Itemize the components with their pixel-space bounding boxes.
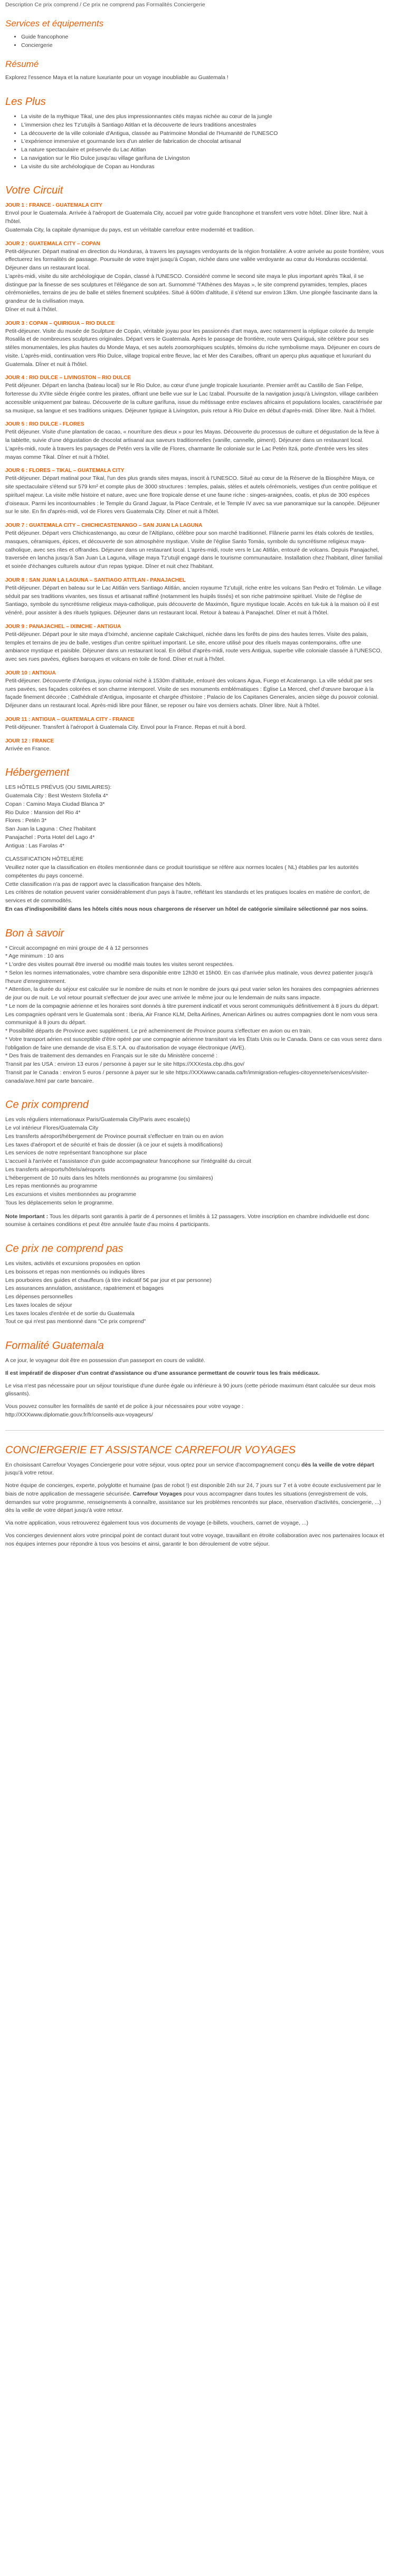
itinerary-day-text: L'après-midi, visite du site archéologique de Copán, classé à l'UNESCO. Considéré comme le second site maya le plus important après Tikal, il se distingue par la finesse de ses sculptures et l'élégance de son art. Surnommé "l'Athènes des Mayas », le site comprend pyramides, temples, places cérémonielles, terrains de jeu de balle et stèles finement sculptées. Situé à 600m d'altitude, il s'étend sur environ 13km. Une plongée fascinante dans la grandeur de la civilisation maya. bbox=[5, 273, 378, 304]
itinerary-day-text: Petit-déjeuner. Départ matinal en direction du Honduras, à travers les paysages verdoyants de la région frontalière. A votre arrivée au poste frontière, vous effectuerez les formalités de passage. Poursuite de votre trajet jusqu'à Copan, nichée dans une vallée verdoyante au cœur du Honduras occidental. bbox=[5, 248, 384, 263]
conciergerie-p4: Vos concierges deviennent alors votre principal point de contact durant tout votre voyage, travaillant en étroite collaboration avec nos partenaires locaux et nos équipes internes pour répondre à tous vos besoins et ainsi, garantir le bon déroulement de votre séjour. bbox=[5, 1532, 384, 1547]
conciergerie-title: CONCIERGERIE ET ASSISTANCE CARREFOUR VOYAGES bbox=[5, 1444, 296, 1456]
resume-text: Explorez l'essence Maya et la nature luxuriante pour un voyage inoubliable au Guatemala ! bbox=[5, 74, 228, 81]
info-line: * Age minimum : 10 ans bbox=[5, 953, 64, 960]
services-item: • Conciergerie bbox=[21, 42, 384, 50]
itinerary-day-title: JOUR 5 : RIO DULCE - FLORES bbox=[5, 421, 84, 428]
formalite-line: A ce jour, le voyageur doit être en possession d'un passeport en cours de validité. bbox=[5, 1357, 206, 1364]
conciergerie-p2-start: Notre équipe de concierges, experte, polyglotte et humaine (pas de robot !) est disponible 24h sur 24, 7 jours sur 7 et à votre écoute exclusivement par le biais de notre application de messagerie sécurisée. bbox=[5, 1482, 382, 1497]
itinerary-day-text: Petit-déjeuner. Découverte d'Antigua, joyau colonial niché à 1530m d'altitude, entouré des volcans Agua, Fuego et Acatenango. La ville séduit par ses rues pavées, ses façades colorées et son charme intemporel. Visite de ses monuments emblématiques : Église La Merced, chef d'œuvre baroque à la façade finement décorée ; Cathédrale d'Antigua, imposante et chargée d'histoire ; Palacio de los Capitanes Generales, ancien siège du pouvoir colonial. Déjeuner dans un restaurant local. Après-midi libre pour flâner, se reposer ou faire vos derniers achats. Dîner libre. Nuit à l'hôtel. bbox=[5, 677, 379, 709]
itinerary-day-text: Petit déjeuner. Départ en lancha (bateau local) sur le Rio Dulce, au cœur d'une jungle tropicale luxuriante. Premier arrêt au Castillo de San Felipe, forteresse du XVIIe siècle érigée contre les pirates, offrant une belle vue sur le Lac Izabal. Poursuite de la navigation jusqu'à Livingston, village caribéen accessible uniquement par bateau. Découverte de la culture garífuna, issue du métissage entre esclaves africains et populations locales, caractérisée par sa musique, sa langue et ses traditions uniques. Déjeuner typique à Livingston, puis retour à Rio Dulce en début d'après-midi. Dîner libre. Nuit à l'hôtel. bbox=[5, 382, 383, 414]
inclus-note bbox=[5, 1213, 384, 1230]
itinerary-day-title: JOUR 6 : FLORES – TIKAL – GUATEMALA CITY bbox=[5, 468, 125, 474]
inclus-note-label: Note Important : bbox=[5, 1213, 49, 1220]
plus-item: • La navigation sur le Rio Dulce jusqu'au village garifuna de Livingston bbox=[21, 155, 384, 163]
conciergerie-p2 bbox=[5, 1482, 384, 1515]
itinerary-day bbox=[5, 374, 384, 415]
inclus-line: L'hébergement de 10 nuits dans les hôtels mentionnés au programme (ou similaires) bbox=[5, 1174, 213, 1181]
plus-item: • L'immersion chez les Tz'utujils à Santiago Atitlan et la découverte de leurs traditions ancestrales bbox=[21, 121, 384, 130]
hotel-line: Guatemala City : Best Western Stofella 4* bbox=[5, 793, 108, 799]
formalite-line: Il est impératif de disposer d'un contrat d'assistance ou d'une assurance permettant de couvrir tous les frais médicaux. bbox=[5, 1369, 320, 1376]
formalite-line: Vous pouvez consulter les formalités de santé et de police à jour nécessaires pour votre voyage : bbox=[5, 1403, 244, 1410]
itinerary-day bbox=[5, 522, 384, 571]
hebergement-title: Hébergement bbox=[5, 767, 70, 779]
itinerary-day-title: JOUR 7 : GUATEMALA CITY – CHICHICASTENANGO – SAN JUAN LA LAGUNA bbox=[5, 523, 203, 528]
hotel-line: Rio Dulce : Mansion del Rio 4* bbox=[5, 809, 81, 816]
circuit-days bbox=[5, 201, 384, 753]
classification-line: Cette classification n'a pas de rapport avec la classification française des hôtels. bbox=[5, 881, 202, 887]
hotel-line: Panajachel : Porta Hotel del Lago 4* bbox=[5, 834, 95, 841]
inclus-line: Les taxes d'aéroport et de sécurité et frais de dossier (à ce jour et sujets à modifications) bbox=[5, 1141, 223, 1148]
classification-line: Les critères de notation peuvent varier considérablement d'un pays à l'autre, reflétant les standards et les pratiques locales en matière de confort, de services et de commodités. bbox=[5, 889, 370, 904]
itinerary-day bbox=[5, 737, 384, 754]
non-inclus-title: Ce prix ne comprend pas bbox=[5, 1243, 123, 1255]
divider bbox=[5, 1430, 384, 1431]
itinerary-day bbox=[5, 201, 384, 234]
info-line: Transit par le Canada : environ 5 euros / personne à payer sur le site https://XXXwww.canada.ca/fr/immigration-refugies-citoyennete/services/visiter-canada/ave.html par carte bancaire. bbox=[5, 1069, 369, 1084]
conciergerie-p3: Via notre application, vous retrouverez également tous vos documents de voyage (e-billets, vouchers, carnet de voyage, ...) bbox=[5, 1520, 309, 1526]
inclus-line: Tous les déplacements selon le programme. bbox=[5, 1199, 114, 1206]
inclus-line: Les transferts aéroports/hôtels/aéroports bbox=[5, 1166, 106, 1173]
conciergerie-p1 bbox=[5, 1461, 384, 1478]
itinerary-day-text: Déjeuner dans un restaurant local. bbox=[5, 265, 90, 271]
non-inclus-line: Les boissons et repas non mentionnés ou indiqués libres bbox=[5, 1268, 145, 1275]
itinerary-day bbox=[5, 320, 384, 369]
itinerary-day-text: Petit-déjeuner. Visite du musée de Sculpture de Copán, véritable joyau pour les passionnés d'art maya, avec notamment la réplique colorée du temple Rosalila et de nombreuses sculptures originales. Départ vers le Guatemala. Après le passage de frontière, route vers Quiriguá, site célèbre pour ses stèles monumentales, les plus hautes du Monde Maya, et ses autels zoomorphiques sculptés, témoins du riche symbolisme maya. Déjeuner en cours de visite. L'après-midi, continuation vers Rio Dulce, village tropical entre fleuve, lac et Mer des Caraïbes, offrant un aperçu plus aquatique et luxuriant du Guatemala. Dîner et nuit à l'hôtel. bbox=[5, 327, 380, 368]
circuit-title: Votre Circuit bbox=[5, 185, 63, 197]
bon-a-savoir-section bbox=[5, 944, 384, 1086]
plus-item: • La nature spectaculaire et préservée du Lac Atitlan bbox=[21, 146, 384, 155]
itinerary-day-text: Petit déjeuner. Départ vers Chichicastenango, au cœur de l'Altiplano, célèbre pour son marché traditionnel. Flânerie parmi les étals colorés de textiles, masques, céramiques, épices, et découverte de son atmosphère mystique. Visite de l'église Santo Tomás, symbole du syncrétisme religieux maya-catholique, avec ses rites et offrandes. Déjeuner dans un restaurant local. L'après-midi, route vers le Lac Atitlán, entouré de volcans. Depuis Panajachel, traversée en lancha jusqu'à San Juan La Laguna, village maya Tz'utujil engagé dans le tourisme communautaire. Installation chez l'habitant, dîner familial et soirée d'échanges culturels autour d'un repas typique. Dîner et nuit chez l'habitant. bbox=[5, 530, 383, 570]
non-inclus-line: Les pourboires des guides et chauffeurs (à titre indicatif 5€ par jour et par personne) bbox=[5, 1277, 212, 1284]
conciergerie-p1-end: jusqu'à votre retour. bbox=[5, 1470, 54, 1477]
hotel-line: San Juan la Laguna : Chez l'habitant bbox=[5, 826, 96, 832]
itinerary-day-title: JOUR 9 : PANAJACHEL – IXIMCHE - ANTIGUA bbox=[5, 623, 121, 630]
formalite-line: Le visa n'est pas nécessaire pour un séjour touristique d'une durée égale ou inférieure à 90 jours (cette période maximum étant calculée sur deux mois glissants). bbox=[5, 1382, 376, 1397]
page-description: Description Ce prix comprend / Ce prix ne comprend pas Formalités Conciergerie bbox=[5, 2, 205, 8]
conciergerie-p2-end: pour vous accompagner dans toutes les situations (enregistrement de vols, demandes sur votre programme, renseignements à connaître, assistance sur les problèmes rencontrés sur place, réservation d'activités, conciergerie, ...) dès la veille de votre départ jusqu'à votre retour. bbox=[5, 1490, 382, 1514]
conciergerie-p1-start: En choisissant Carrefour Voyages Conciergerie pour votre séjour, vous optez pour un service d'accompagnement conçu bbox=[5, 1461, 302, 1468]
itinerary-day bbox=[5, 467, 384, 516]
itinerary-day bbox=[5, 623, 384, 664]
services-item: • Guide francophone bbox=[21, 33, 384, 42]
itinerary-day bbox=[5, 716, 384, 732]
inclus-line: Les repas mentionnés au programme bbox=[5, 1183, 98, 1190]
itinerary-day-title: JOUR 2 : GUATEMALA CITY – COPAN bbox=[5, 240, 100, 247]
non-inclus-line: Les taxes locales d'entrée et de sortie du Guatemala bbox=[5, 1310, 135, 1317]
itinerary-day bbox=[5, 420, 384, 461]
itinerary-day-text: Petit-déjeuner. Transfert à l'aéroport à Guatemala City. Envol pour la France. Repas et nuit à bord. bbox=[5, 723, 246, 730]
itinerary-day-title: JOUR 4 : RIO DULCE – LIVINGSTON – RIO DULCE bbox=[5, 375, 131, 381]
hotels-section bbox=[5, 784, 384, 913]
hotel-line: Copan : Camino Maya Ciudad Blanca 3* bbox=[5, 800, 105, 807]
itinerary-day-text: Dîner et nuit à l'hôtel. bbox=[5, 306, 58, 313]
itinerary-day-title: JOUR 10 : ANTIGUA bbox=[5, 670, 56, 676]
inclus-section bbox=[5, 1116, 384, 1229]
inclus-line: Le vol intérieur Flores/Guatemala City bbox=[5, 1125, 99, 1131]
itinerary-day-text: Envol pour le Guatemala. Arrivée à l'aéroport de Guatemala City, accueil par votre guide francophone et transfert vers votre hôtel. Dîner libre. Nuit à l'hôtel. bbox=[5, 210, 368, 225]
hotels-note: En cas d'indisponibilité dans les hôtels cités nous nous chargerons de réserver un hôtel de catégorie similaire sélectionné par nos soins. bbox=[5, 905, 368, 912]
itinerary-day-title: JOUR 3 : COPAN – QUIRIGUA – RIO DULCE bbox=[5, 320, 115, 326]
itinerary-day-text: Arrivée en France. bbox=[5, 745, 51, 752]
info-line: * Attention, la durée du séjour est calculée sur le nombre de nuits et non le nombre de jours qui peut varier selon les horaires des compagnies aériennes de jour ou de nuit. Le vol retour pourrait s'effectuer de jour avec une arrivée le même jour ou le lendemain de nuits sans impacte. bbox=[5, 986, 379, 1001]
formalite-link[interactable]: http://XXXwww.diplomatie.gouv.fr/fr/conseils-aux-voyageurs/ bbox=[5, 1411, 153, 1418]
info-line: * Votre transport aérien est susceptible d'être opéré par une compagnie aérienne transitant via les États Unis ou le Canada. Dans ce cas vous serez dans l'obligation de faire une demande de visa E.S.T.A. ou d'autorisation de voyage électronique (AVE). bbox=[5, 1036, 382, 1051]
hotel-line: Antigua : Las Farolas 4* bbox=[5, 842, 65, 849]
itinerary-day-text: Petit-déjeuner. Départ pour le site maya d'Iximché, ancienne capitale Cakchiquel, nichée dans les forêts de pins des hautes terres. Visite des palais, temples et terrains de jeu de balle, vestiges d'un centre spirituel important. Le site, encore utilisé pour des rituels mayas contemporains, offre une ambiance mystique et paisible. Déjeuner dans un restaurant local. En début d'après-midi, route vers Antigua, superbe ville coloniale classée à l'UNESCO, avec ses rues pavées, églises baroques et volcans en toile de fond. Dîner et nuit à l'hôtel. bbox=[5, 631, 382, 662]
info-line: * Le nom de la compagnie aérienne et les horaires sont donnés à titre purement indicatif et vous seront communiqués définitivement à 8 jours du départ. Les compagnies opérant vers le Guatemala sont : Iberia, Air France KLM, Delta Airlines, American Airlines ou autres compagnies dont le nom vous sera communiqué à 8 jours du départ. bbox=[5, 1002, 379, 1026]
non-inclus-line: Les dépenses personnelles bbox=[5, 1294, 73, 1300]
itinerary-day bbox=[5, 576, 384, 618]
formalite-section bbox=[5, 1357, 384, 1420]
itinerary-day-text: Petit-déjeuner. Départ matinal pour Tikal, l'un des plus grands sites mayas, inscrit à l'UNESCO. Situé au cœur de la Réserve de la Biosphère Maya, ce site spectaculaire s'étend sur 579 km² et compte plus de 3000 structures : temples, palais, stèles et autels cérémoniels, vestiges d'un centre politique et spirituel majeur. La visite mêle histoire et nature, avec une flore tropicale dense et une faune riche : singes-araignées, coatis, et plus de 300 espèces d'oiseaux. Parmi les incontournables : le Temple du Grand Jaguar, la Place Centrale, et le Temple IV avec sa vue panoramique sur la canopée. Déjeuner sur le site. En fin d'après-midi, vol de Flores vers Guatemala City. Dîner et nuit à l'hôtel. bbox=[5, 475, 380, 515]
formalite-title: Formalité Guatemala bbox=[5, 1340, 104, 1352]
plus-title: Les Plus bbox=[5, 96, 46, 108]
non-inclus-line: Les taxes locales de séjour bbox=[5, 1301, 72, 1308]
conciergerie-p2-bold: Carrefour Voyages bbox=[132, 1490, 182, 1497]
conciergerie-section bbox=[5, 1461, 384, 1549]
info-line: * L'ordre des visites pourrait être inversé ou modifié mais toutes les visites seront respectées. bbox=[5, 961, 234, 968]
non-inclus-line: Les visites, activités et excursions proposées en option bbox=[5, 1260, 140, 1267]
plus-item: • L'expérience immersive et gourmande lors d'un atelier de fabrication de chocolat artisanal bbox=[21, 138, 384, 146]
non-inclus-line: Tout ce qui n'est pas mentionné dans "Ce prix comprend" bbox=[5, 1318, 146, 1325]
plus-item: • La découverte de la ville coloniale d'Antigua, classée au Patrimoine Mondial de l'Humanité de l'UNESCO bbox=[21, 130, 384, 138]
classification-title: CLASSIFICATION HÔTELIÈRE bbox=[5, 856, 83, 863]
info-line: * Possibilité départs de Province avec supplément. Le pré acheminement de Province pourra s'effectuer en avion ou en train. bbox=[5, 1028, 312, 1034]
plus-item: • La visite de la mythique Tikal, une des plus impressionnantes cités mayas nichée au cœur de la jungle bbox=[21, 113, 384, 121]
itinerary-day bbox=[5, 669, 384, 710]
info-line: * Des frais de traitement des demandes en Français sur le site du Ministère concerné : bbox=[5, 1053, 218, 1059]
hotel-line: Flores : Petén 3* bbox=[5, 817, 47, 824]
classification-line: Veuillez noter que la classification en étoiles mentionnée dans ce produit touristique se réfère aux normes locales ( NL) établies par les autorités compétentes du pays concerné. bbox=[5, 864, 359, 879]
itinerary-day-title: JOUR 12 : FRANCE bbox=[5, 738, 54, 744]
inclus-line: Les services de notre représentant francophone sur place bbox=[5, 1150, 147, 1156]
inclus-note-text: Tous les départs sont garantis à partir de 4 personnes et limités à 12 passagers. Votre inscription en chambre individuelle est donc soumise à certaines conditions et peut être annulée faute d'au moins 4 participants. bbox=[5, 1213, 369, 1228]
itinerary-day-title: JOUR 8 : SAN JUAN LA LAGUNA – SANTIAGO ATITLAN - PANAJACHEL bbox=[5, 577, 186, 583]
conciergerie-p1-bold: dès la veille de votre départ bbox=[301, 1461, 374, 1468]
itinerary-day-text: Guatemala City, la capitale dynamique du pays, est un véritable carrefour entre modernité et tradition. bbox=[5, 226, 254, 233]
resume-title: Résumé bbox=[5, 59, 39, 69]
itinerary-day-title: JOUR 11 : ANTIGUA – GUATEMALA CITY - FRANCE bbox=[5, 716, 135, 722]
inclus-line: Les vols réguliers internationaux Paris/Guatemala City/Paris avec escale(s) bbox=[5, 1116, 191, 1123]
plus-list bbox=[5, 113, 384, 171]
inclus-line: Les transferts aéroport/hébergement de Province pourrait s'effectuer en train ou en avion bbox=[5, 1133, 224, 1140]
non-inclus-section bbox=[5, 1260, 384, 1326]
hotels-title: LES HÔTELS PRÉVUS (OU SIMILAIRES): bbox=[5, 784, 112, 791]
itinerary-day-title: JOUR 1 : FRANCE - GUATEMALA CITY bbox=[5, 202, 102, 209]
info-line: * Selon les normes internationales, votre chambre sera disponible entre 12h30 et 15h00. En cas d'arrivée plus matinale, vous devrez patienter jusqu'à l'heure d'enregistrement. bbox=[5, 969, 373, 985]
non-inclus-line: Les assurances annulation, assistance, rapatriement et bagages bbox=[5, 1285, 164, 1292]
itinerary-day bbox=[5, 240, 384, 314]
inclus-line: Les excursions et visites mentionnées au programme bbox=[5, 1191, 137, 1198]
plus-item: • La visite du site archéologique de Copan au Honduras bbox=[21, 163, 384, 171]
info-line: Transit par les USA : environ 13 euros / personne à payer sur le site https://XXXesta.cbp.dhs.gov/ bbox=[5, 1061, 245, 1067]
info-line: * Circuit accompagné en mini groupe de 4 à 12 personnes bbox=[5, 944, 148, 951]
bon-a-savoir-title: Bon à savoir bbox=[5, 927, 64, 939]
inclus-line: L'accueil à l'arrivée et l'assistance d'un guide accompagnateur francophone sur l'intégralité du circuit bbox=[5, 1158, 251, 1164]
itinerary-day-text: Petit déjeuner. Visite d'une plantation de cacao, « nourriture des dieux » pour les Mayas. Découverte du processus de culture et dégustation de la fève à la tablette, suivie d'une dégustation de chocolat artisanal aux saveurs traditionnelles (vanille, cannelle, piment). Déjeuner dans un restaurant local. L'après-midi, route à travers les paysages de Petén vers la ville de Flores, charmante île coloniale sur le Lac Petén Itzá, porte d'entrée vers les sites mayas comme Tikal. Dîner et nuit à l'hôtel. bbox=[5, 429, 379, 460]
itinerary-day-text: Petit-déjeuner. Départ en bateau sur le Lac Atitlán vers Santiago Atitlán, ancien royaume Tz'utujil, riche entre les volcans San Pedro et Tolimán. Le village séduit par ses traditions vivantes, ses tissus et artisanat raffiné (notamment les huipils tissés) et son riche patrimoine spirituel. Visite de l'église de Santiago, symbole du syncrétisme religieux maya-catholique, puis découverte de Maximón, figure mystique locale. Accès en tuk-tuk à la maison où il est vénéré, pour assister à des rituels typiques. Déjeuner dans un restaurant local. Retour à bateau à Panajachel. Dîner et nuit à l'hôtel. bbox=[5, 584, 382, 616]
inclus-title: Ce prix comprend bbox=[5, 1099, 89, 1111]
services-title: Services et équipements bbox=[5, 18, 104, 28]
services-list bbox=[5, 33, 384, 50]
